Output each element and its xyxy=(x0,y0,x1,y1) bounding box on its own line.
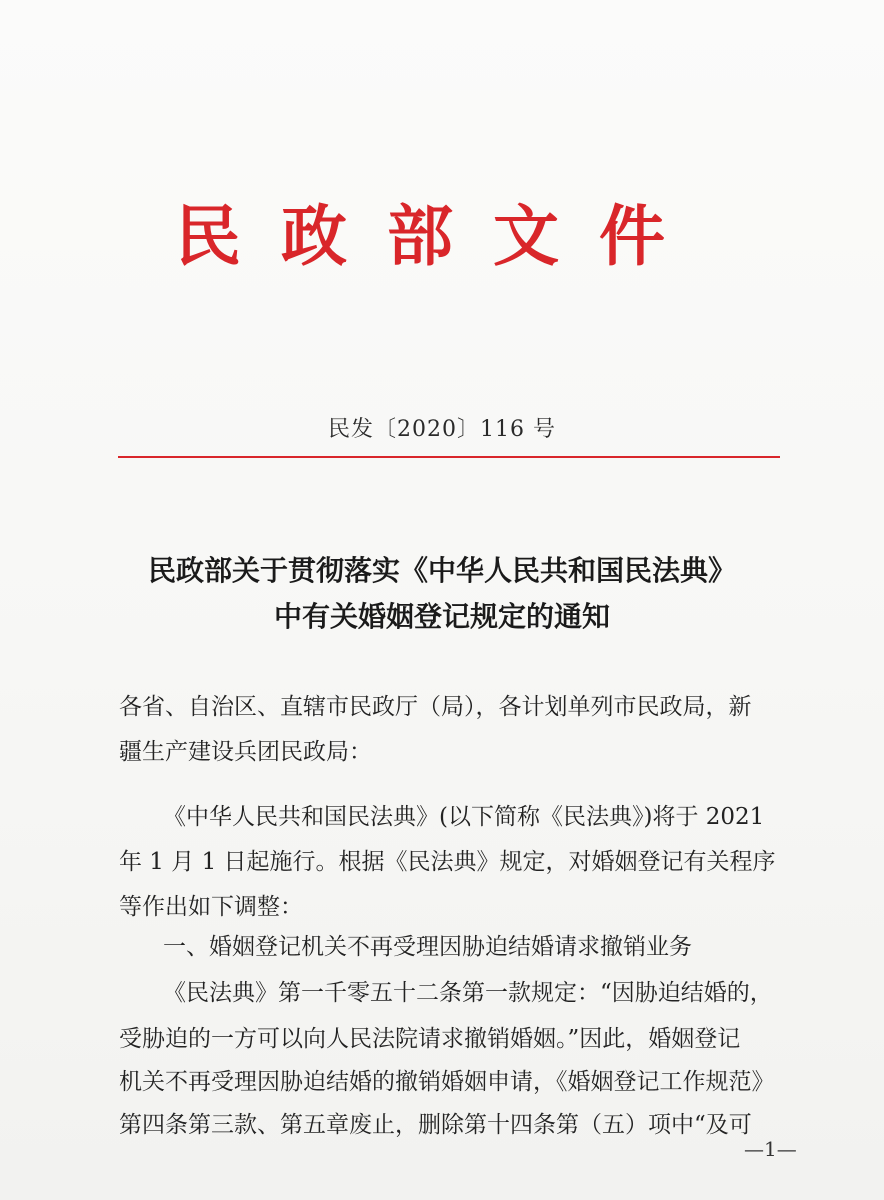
body-line: 《中华人民共和国民法典》(以下简称《民法典》)将于 2021 xyxy=(163,804,765,830)
body-line: 第四条第三款、第五章废止，删除第十四条第（五）项中“及可 xyxy=(119,1112,752,1138)
body-line: 受胁迫的一方可以向人民法院请求撤销婚姻。”因此，婚姻登记 xyxy=(119,1026,741,1052)
body-line: 等作出如下调整： xyxy=(119,894,303,920)
section-heading: 一、婚姻登记机关不再受理因胁迫结婚请求撤销业务 xyxy=(163,934,692,960)
document-masthead: 民政部文件 xyxy=(175,197,705,275)
title-line-2: 中有关婚姻登记规定的通知 xyxy=(273,600,610,633)
body-line: 年 1 月 1 日起施行。根据《民法典》规定，对婚姻登记有关程序 xyxy=(119,849,776,875)
title-line-1: 民政部关于贯彻落实《中华人民共和国民法典》 xyxy=(147,554,736,587)
body-line: 疆生产建设兵团民政局： xyxy=(119,739,372,765)
document-number: 民发〔2020〕116 号 xyxy=(328,417,556,442)
body-line: 各省、自治区、直辖市民政厅（局），各计划单列市民政局，新 xyxy=(119,694,752,720)
document-title xyxy=(60,548,824,640)
body-line: 《民法典》第一千零五十二条第一款规定：“因胁迫结婚的， xyxy=(163,980,773,1006)
body-line: 机关不再受理因胁迫结婚的撤销婚姻申请，《婚姻登记工作规范》 xyxy=(119,1069,775,1095)
red-separator-line xyxy=(118,456,780,458)
page-number: —1— xyxy=(744,1137,797,1161)
